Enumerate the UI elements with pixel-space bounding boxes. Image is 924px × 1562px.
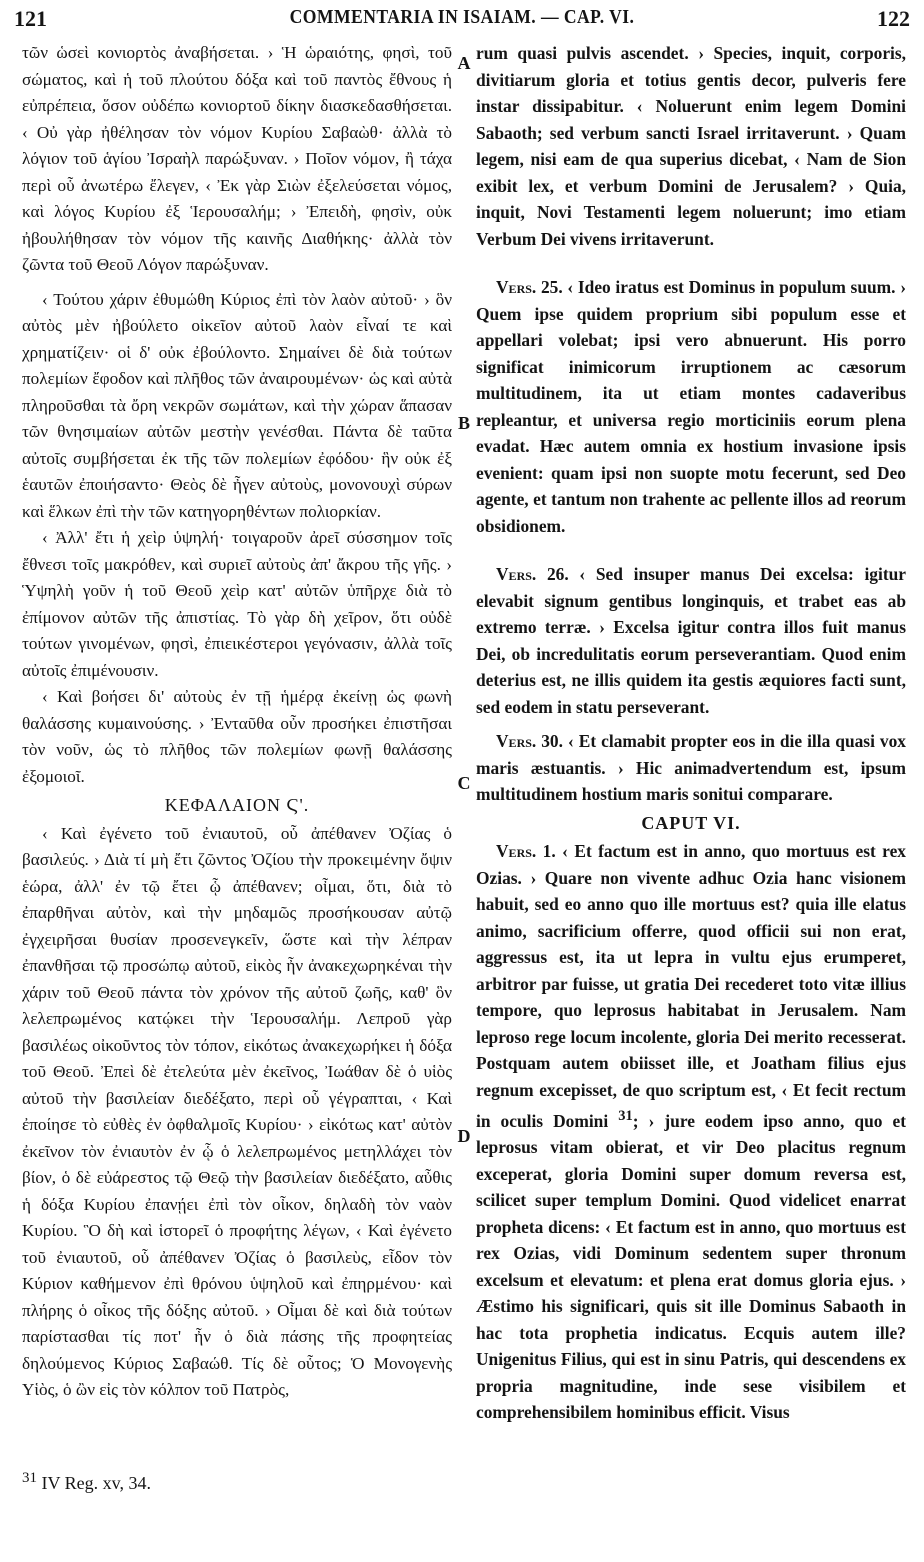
greek-paragraph-3: ‹ Ἀλλ' ἔτι ἡ χεὶρ ὑψηλή· τοιγαροῦν ἀρεῖ σύσσημον τοῖς ἔθνεσι τοῖς μακρόθεν, καὶ συριεῖ αὐτοὺς ἀπ' ἄκρου τῆς γῆς. › Ὑψηλὴ γοῦν ἡ τοῦ Θεοῦ χεὶρ κατ' αὐτῶν ὑπῆρχε διὰ τὸ ἐπίμονον αὐτῶν τῆς ἀπιστίας. Τὸ γὰρ δὴ χεῖρον, ὅτι οὐδὲ τούτων γινομένων, φησὶ, ἐπιεικέστεροι γεγόνασιν, ἀλλὰ τοῖς αὐτοῖς ἐπιμένουσιν. <box>22 528 452 680</box>
greek-chapter-paragraph: ‹ Καὶ ἐγένετο τοῦ ἐνιαυτοῦ, οὗ ἀπέθανεν Ὀζίας ὁ βασιλεύς. › Διὰ τί μὴ ἔτι ζῶντος Ὀζίου τὴν προκειμένην ὄψιν ἑώρα, ἀλλ' ἐν τῷ ἔτει ᾧ ἀπέθανεν; οἶμαι, ὅτι, διὰ τὸ ἐπαρθῆναι αὐτὸν, καὶ τὴν μηδαμῶς προσήκουσαν αὐτῷ ἐγχειρῆσαι θυσίαν προσενεγκεῖν, ὥστε καὶ τὴν λέπραν ἐπανθῆσαι τῷ προσώπῳ αὐτοῦ, εἰκὸς ἦν ἀνακεχωρηκέναι τὴν χάριν τοῦ Θεοῦ πάντα τὸν χρόνον τῆς αὐτοῦ ζωῆς, καθ' ὃν λελεπρωμένος κατῴκει τὴν Ἱερουσαλήμ. Λεπροῦ γὰρ βασιλέως οἰκοῦντος τὸν τόπον, εἰκότως ἀνακεχωρήκει ἡ δόξα τοῦ Θεοῦ. Ἐπεὶ δὲ ἐτελεύτα μὲν ἐκεῖνος, Ἰωάθαν δὲ ὁ υἱὸς αὐτοῦ τὴν βασιλείαν διεδέξατο, περὶ οὗ γέγραπται, ‹ Καὶ ἐποίησε τὸ εὐθὲς ἐν ὀφθαλμοῖς Κυρίου· › εἰκότως κατ' αὐτὸν ἐκεῖνον τὸν ἐνιαυτὸν ἐν ᾧ ὁ λελεπρωμένος μετηλλάχει τὸν βίον, ὁ δὲ εὐάρεστος τῷ Θεῷ τὴν βασιλείαν διεδέξατο, αὖθις ἡ δόξα Κυρίου ἐπανῄει ἐπὶ τὸν οἶκον, δηλαδὴ τὸν ναὸν Κυρίου. Ὃ δὴ καὶ ἱστορεῖ ὁ προφήτης λέγων, ‹ Καὶ ἐγένετο τοῦ ἐνιαυτοῦ, οὗ ἀπέθανεν Ὀζίας ὁ βασιλεὺς, εἶδον τὸν Κύριον καθήμενον ἐπὶ θρόνου ὑψηλοῦ καὶ ἐπηρμένου· καὶ πλήρης ὁ οἶκος τῆς δόξης αὐτοῦ. › Οἶμαι δὲ καὶ διὰ τούτων παρίστασθαι τίς ποτ' ἦν ὁ διὰ πάσης τῆς προφητείας δηλούμενος Κύριος Σαβαώθ. Τίς δὲ οὗτος; Ὁ Μονογενὴς Υἱὸς, ὁ ὢν εἰς τὸν κόλπον τοῦ Πατρὸς, <box>22 823 452 1399</box>
verse-label: Vers. 26. <box>496 564 569 584</box>
marginal-letter-d: D <box>457 1126 471 1146</box>
verse-label: Vers. 30. <box>496 731 563 751</box>
footnote-reference: 31 <box>618 1108 633 1124</box>
verse-text: ‹ Ideo iratus est Dominus in populum suum. › Quem ipse quidem proprium sibi populum esse et appellari volebat; ipsi vero abnuerunt. His porro significat inimicorum irruptionem ac cæsorum multitudinem, ita ut etiam montes cadaveribus repleantur, et universa regio morticiniis eorum plena evadat. Hæc autem omnia ex hostium invasione ipsis evenient: quam ipsi non suopte motu fecerunt, sed Deo agente, et tantum non trahente ac pellente illos ad reorum obsidionem. <box>476 277 906 536</box>
marginal-letter-c: C <box>457 773 471 793</box>
greek-paragraph-2: ‹ Τούτου χάριν ἐθυμώθη Κύριος ἐπὶ τὸν λαὸν αὐτοῦ· › ὃν αὐτὸς μὲν ἠβούλετο οἰκεῖον αὐτοῦ λαὸν εἶναί τε καὶ χρηματίζειν· οἱ δ' οὐκ ἐβούλοντο. Σημαίνει δὲ διὰ τούτων πολεμίων ἔφοδον καὶ πλῆθος τῶν ἀναιρουμένων· ὡς καὶ αὐτὰ πληροῦσθαι τὰ ὄρη νεκρῶν σωμάτων, καὶ τὴν χώραν ἅπασαν τῶν θνησιμαίων αὐτῶν μεστὴν γενέσθαι. Πάντα δὲ ταῦτα αὐτοῖς συμβήσεται ἐκ τῆς τῶν πολεμίων ἐφόδου· ἣν οὐκ ἐξ ἑαυτῶν ἐποιήσαντο· Θεὸς δὲ ἦγεν αὐτοὺς, μονονουχὶ σύρων καὶ ἕλκων ἐπὶ τὴν τῶν κατηγορηθέντων πολιορκίαν. <box>22 289 452 521</box>
greek-chapter-heading: ΚΕΦΑΛΑΙΟΝ Ϛ'. <box>164 795 310 815</box>
marginal-letter-a: A <box>457 53 471 73</box>
latin-chapter-heading: CAPUT VI. <box>641 812 741 833</box>
latin-verse-30 <box>476 728 906 808</box>
right-page-number: 122 <box>877 6 910 31</box>
latin-column <box>476 40 906 1426</box>
running-title: COMMENTARIA IN ISAIAM. — CAP. VI. <box>289 6 635 28</box>
verse-text: ‹ Et clamabit propter eos in die illa quasi vox maris æstuantis. › Hic animadvertendum est, ipsum multitudinem hostium maris sonitui comparare. <box>476 731 906 804</box>
marginal-letter-b: B <box>457 413 470 433</box>
left-page-number: 121 <box>14 6 47 31</box>
verse-text: ‹ Sed insuper manus Dei excelsa: igitur elevabit signum gentibus longinquis, et trabet eas ab extremo terræ. › Excelsa igitur contra illos fuit manus Dei, ob incredulitatis eorum perseverantiam. Quod enim deterius est, ne illis quidem ita gestis æquiores facti sunt, sed eodem in statu perseverant. <box>476 564 907 717</box>
footnote-marker: 31 <box>22 1470 37 1486</box>
latin-opening-paragraph: rum quasi pulvis ascendet. › Species, inquit, corporis, divitiarum gloria et totius gentis decor, pulveris fere instar dissipabitur. ‹ Noluerunt enim legem Domini Sabaoth; sed verbum sancti Israel irritaverunt. › Quam legem, nisi eam de qua superius dicebat, ‹ Nam de Sion exibit lex, et verbum Domini de Jerusalem? › Quia, inquit, Novi Testamenti legem noluerunt; imo etiam Verbum Dei vivens irritaverunt. <box>476 43 906 249</box>
latin-chapter-verse-1 <box>476 838 906 1426</box>
verse-text-part-2: ; › jure eodem ipso anno, quo et leprosus vitam obierat, et vir Deo placitus regnum exceperat, gloria Domini super domum reversa est, scilicet super templum Domini. Quod videlicet enarrat propheta dicens: ‹ Et factum est in anno, quo mortuus est rex Ozias, vidi Dominum sedentem super thronum excelsum et elevatum: et plena erat domus gloria ejus. › Æstimo his significari, quis sit ille Dominus Sabaoth in hac tota prophetia indicatus. Ecquis autem ille? Unigenitus Filius, qui est in sinu Patris, qui descendens ex propria magnitudine, inde sese visibilem et comprehensibilem hominibus efficit. Visus <box>476 1110 907 1423</box>
latin-verse-25 <box>476 274 906 539</box>
greek-paragraph-4: ‹ Καὶ βοήσει δι' αὐτοὺς ἐν τῇ ἡμέρᾳ ἐκείνῃ ὡς φωνὴ θαλάσσης κυμαινούσης. › Ἐνταῦθα οὖν προσήκει ἐπιστῆσαι τὸν νοῦν, ὡς τὸ πλῆθος τῶν πολεμίων φωνῇ θαλάσσης ἐξομοιοῖ. <box>22 687 452 786</box>
latin-verse-26 <box>476 561 906 720</box>
footnote-text: IV Reg. xv, 34. <box>41 1473 151 1493</box>
verse-label: Vers. 25. <box>496 277 563 297</box>
page-header <box>14 4 910 38</box>
verse-text-part-1: ‹ Et factum est in anno, quo mortuus est rex Ozias. › Quare non vivente adhuc Ozia hanc visionem habuit, sed eo anno quo ille mortuus est? quia ille elatus animo, sacrificium offerre, quod officii sui non erat, aggressus est, ita ut lepra in vultu ejus erumperet, arbitror par fuisse, ut gratia Dei recederet toto vitæ illius tempore, quo leprosus habitabat in Jerusalem. Nam leproso rege locum incolente, gloria Dei merito recesserat. Postquam autem obiisset ille, et Joatham filius ejus regnum excepisset, de quo scriptum est, ‹ Et fecit rectum in oculis Domini <box>476 841 906 1131</box>
verse-label: Vers. 1. <box>496 841 556 861</box>
greek-paragraph-1: τῶν ὡσεὶ κονιορτὸς ἀναβήσεται. › Ἡ ὡραιότης, φησὶ, τοῦ σώματος, καὶ ἡ τοῦ πλούτου δόξα καὶ τοῦ παντὸς ἔθνους ἡ εὐπρέπεια, ὅσον οὐδέπω κονιορτοῦ δίκην διασκεδασθήσεται. ‹ Οὐ γὰρ ἠθέλησαν τὸν νόμον Κυρίου Σαβαὼθ· ἀλλὰ τὸ λόγιον τοῦ ἁγίου Ἰσραὴλ παρώξυναν. › Ποῖον νόμον, ἢ τάχα περὶ οὗ ἀνωτέρω ἔλεγεν, ‹ Ἐκ γὰρ Σιὼν ἐξελεύσεται νόμος, καὶ λόγος Κυρίου ἐξ Ἱερουσαλήμ; › Ἐπειδὴ, φησὶν, οὐκ ἠβουλήθησαν τὸν νόμον τῆς καινῆς Διαθήκης· ἀλλὰ τὸν ζῶντα τοῦ Θεοῦ Λόγον παρώξυναν. <box>22 43 452 274</box>
greek-column <box>22 40 452 1404</box>
footnote <box>22 1470 151 1494</box>
